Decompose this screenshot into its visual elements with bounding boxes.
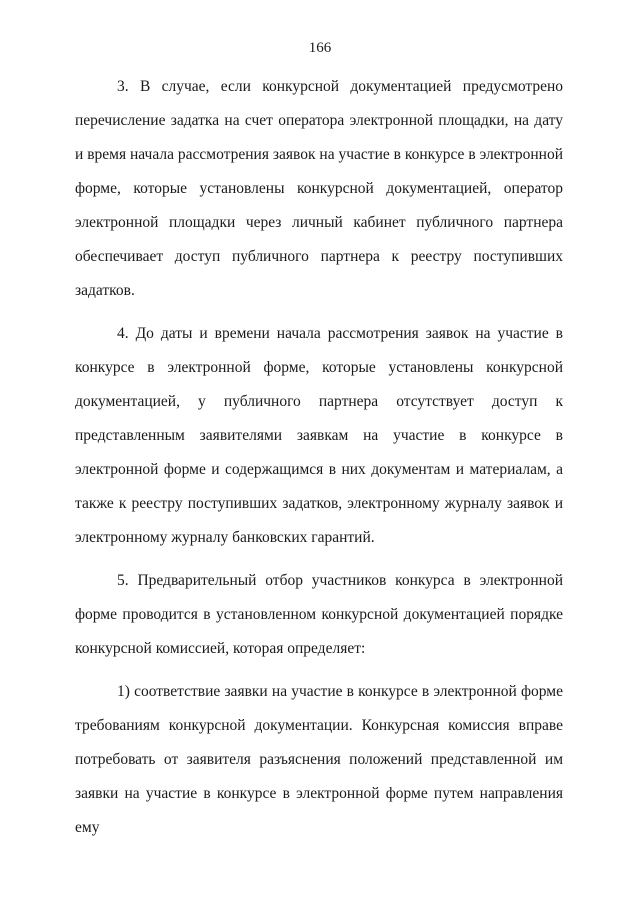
page-number: 166 bbox=[308, 40, 332, 56]
subparagraph-1: 1) соответствие заявки на участие в конкурсе в электронной форме требованиям конкурсной документации. Конкурсная комиссия вправе потребовать от заявителя разъяснения положений представленной им заявки на участие в конкурсе в электронной форме путем направления ему bbox=[75, 683, 563, 836]
paragraph-5: 5. Предварительный отбор участников конкурса в электронной форме проводится в установленном конкурсной документацией порядке конкурсной комиссией, которая определяет: bbox=[75, 572, 563, 657]
document-body bbox=[75, 70, 563, 854]
paragraph-3: 3. В случае, если конкурсной документацией предусмотрено перечисление задатка на счет оператора электронной площадки, на дату и время начала рассмотрения заявок на участие в конкурсе в электронной форме, которые установлены конкурсной документацией, оператор электронной площадки через личный кабинет публичного партнера обеспечивает доступ публичного партнера к реестру поступивших задатков. bbox=[75, 78, 563, 299]
paragraph-4: 4. До даты и времени начала рассмотрения заявок на участие в конкурсе в электронной форме, которые установлены конкурсной документацией, у публичного партнера отсутствует доступ к представленным заявителями заявкам на участие в конкурсе в электронной форме и содержащимся в них документам и материалам, а также к реестру поступивших задатков, электронному журналу заявок и электронному журналу банковских гарантий. bbox=[75, 325, 563, 546]
